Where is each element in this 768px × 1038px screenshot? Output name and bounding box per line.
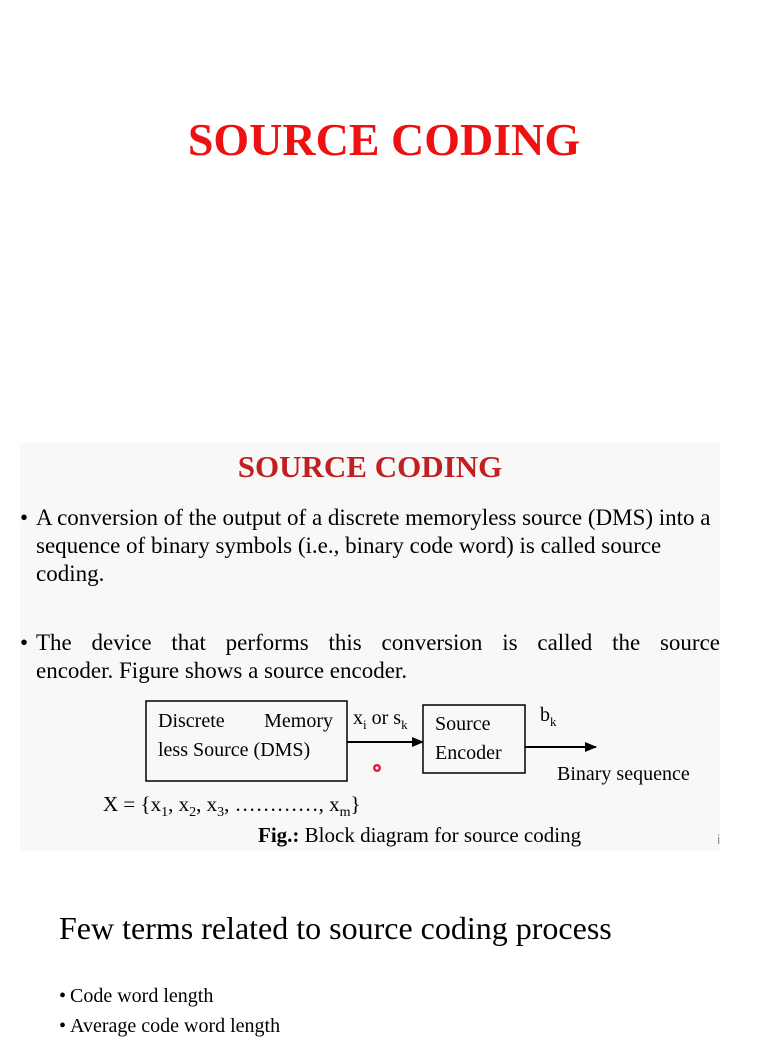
encoder-label-line1: Source [435,713,491,735]
source-alphabet: $X = \{x_1$, $x_2$, $x_3$, …………, $x_m$} [103,792,361,820]
output-label: $b_k$ [540,704,557,729]
encoder-label-line2: Encoder [435,742,502,764]
bullet-text: A conversion of the output of a discrete memoryless source (DMS) into a sequence of binary symbols (i.e., binary code word) is called source coding. [36,505,711,586]
page-title: SOURCE CODING [187,114,581,165]
dms-label-memory: Memory [264,710,333,732]
term-item [59,1014,280,1038]
term-item [59,984,213,1008]
dms-label-line2: less Source (DMS) [158,739,311,761]
slide-title: SOURCE CODING [237,449,503,484]
figure-caption: Fig.: Block diagram for source coding [258,823,582,847]
symbol-label: $x_i$ or $s_k$ [353,707,408,732]
section-heading: Few terms related to source coding process [59,910,612,946]
bullet-marker: • [20,505,29,530]
slide-image [20,443,720,851]
term-label: Average code word length [70,1015,281,1037]
binary-sequence-label: Binary sequence [557,763,690,785]
term-label: Code word length [70,985,214,1007]
dms-label-discrete: Discrete [158,710,225,732]
info-icon: i [717,833,721,847]
bullet-marker: • [59,985,67,1007]
bullet-text-line1: The device that performs this conversion is called the source [36,630,720,655]
bullet-marker: • [59,1015,67,1037]
bullet-marker: • [20,630,29,655]
block-diagram [20,443,720,851]
bullet-text-line2: encoder. Figure shows a source encoder. [36,658,408,683]
